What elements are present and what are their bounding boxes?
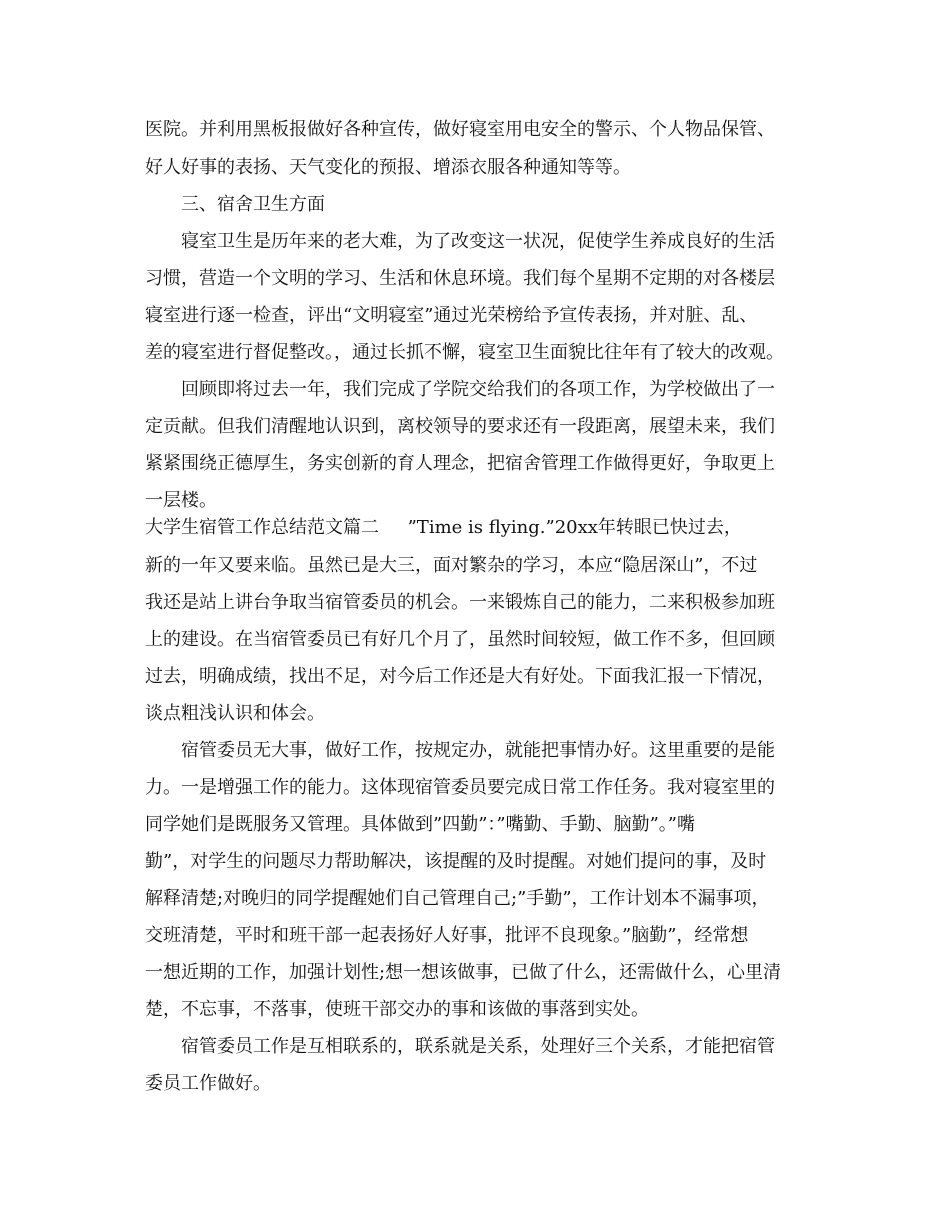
text-line: 楚，不忘事，不落事，使班干部交办的事和该做的事落到实处。 (145, 999, 649, 1020)
article-title-line: 大学生宿管工作总结范文篇二 ”Time is flying.”20xx年转眼已快过去， (145, 517, 742, 538)
text-line: 勤”，对学生的问题尽力帮助解决，该提醒的及时提醒。对她们提问的事，及时 (145, 851, 767, 872)
text-line: 新的一年又要来临。虽然已是大三，面对繁杂的学习，本应“隐居深山”，不过 (145, 555, 758, 576)
text-line: 力。一是增强工作的能力。这体现宿管委员要完成日常工作任务。我对寝室里的 (145, 777, 775, 798)
text-line: 我还是站上讲台争取当宿管委员的机会。一来锻炼自己的能力，二来积极参加班 (145, 592, 775, 613)
text-line: 寝室卫生是历年来的老大难，为了改变这一状况，促使学生养成良好的生活 (181, 231, 775, 252)
text-line: 谈点粗浅认识和体会。 (145, 703, 325, 724)
text-line: 宿管委员工作是互相联系的，联系就是关系，处理好三个关系，才能把宿管 (181, 1036, 775, 1057)
text-line: 解释清楚;对晚归的同学提醒她们自己管理自己;”手勤”，工作计划本不漏事项， (145, 888, 770, 909)
text-line: 上的建设。在当宿管委员已有好几个月了，虽然时间较短，做工作不多，但回顾 (145, 629, 775, 650)
text-line: 委员工作做好。 (145, 1073, 271, 1094)
section-heading: 三、宿舍卫生方面 (181, 194, 325, 215)
text-line: 医院。并利用黑板报做好各种宣传，做好寝室用电安全的警示、个人物品保管、 (145, 119, 775, 140)
text-line: 过去，明确成绩，找出不足，对今后工作还是大有好处。下面我汇报一下情况， (145, 666, 775, 687)
text-line: 寝室进行逐一检查，评出“文明寝室”通过光荣榜给予宣传表扬，并对脏、乱、 (145, 305, 758, 326)
text-line: 差的寝室进行督促整改。，通过长抓不懈，寝室卫生面貌比往年有了较大的改观。 (145, 342, 784, 363)
text-line: 习惯，营造一个文明的学习、生活和休息环境。我们每个星期不定期的对各楼层 (145, 268, 775, 289)
text-line: 一想近期的工作，加强计划性;想一想该做事，已做了什么，还需做什么，心里清 (145, 962, 782, 983)
text-line: 定贡献。但我们清醒地认识到，离校领导的要求还有一段距离，展望未来，我们 (145, 416, 775, 437)
text-line: 回顾即将过去一年，我们完成了学院交给我们的各项工作，为学校做出了一 (181, 379, 775, 400)
text-line: 紧紧围绕正德厚生，务实创新的育人理念，把宿舍管理工作做得更好，争取更上 (145, 453, 775, 474)
text-line: 同学她们是既服务又管理。具体做到”四勤”：”嘴勤、手勤、脑勤”。”嘴 (145, 814, 696, 835)
text-line: 宿管委员无大事，做好工作，按规定办，就能把事情办好。这里重要的是能 (181, 740, 775, 761)
text-line: 交班清楚，平时和班干部一起表扬好人好事，批评不良现象。”脑勤”，经常想 (145, 925, 749, 946)
text-line: 好人好事的表扬、天气变化的预报、增添衣服各种通知等等。 (145, 157, 631, 178)
text-line: 一层楼。 (145, 490, 217, 511)
